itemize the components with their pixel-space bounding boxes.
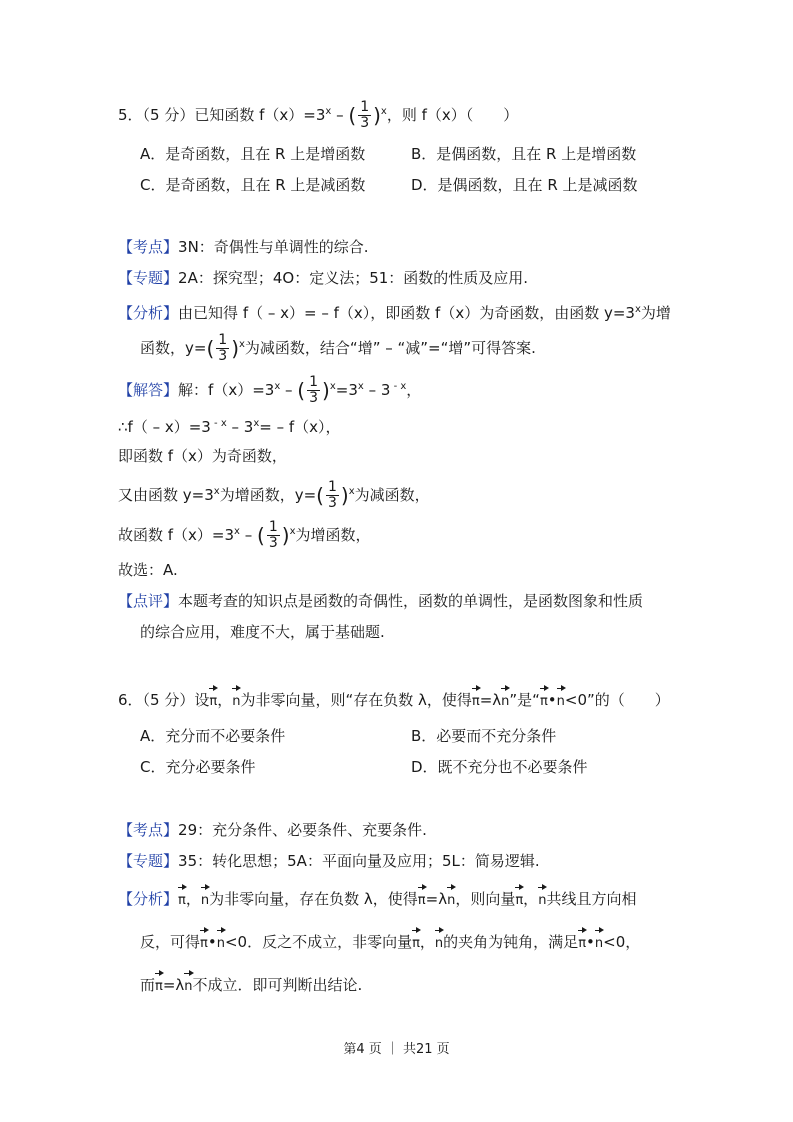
vector-n xyxy=(435,927,443,951)
fraction-one-third xyxy=(267,520,280,551)
minus-sign: – xyxy=(239,526,258,544)
paren: ) xyxy=(231,336,239,361)
q5-dianping-line1 xyxy=(118,591,643,611)
fenxi-text: ， xyxy=(419,933,435,951)
q6-stem xyxy=(118,685,670,710)
tag-bracket: 】 xyxy=(163,238,179,256)
kaodian-text: 3N：奇偶性与单调性的综合. xyxy=(178,238,369,256)
vector-m xyxy=(515,884,523,908)
q6-fenxi-line3 xyxy=(140,970,362,995)
numerator: 1 xyxy=(309,374,319,390)
tag-label: 解答 xyxy=(133,381,164,399)
jieda-text: 为减函数， xyxy=(354,486,430,504)
vector-n xyxy=(232,685,240,709)
q6-stem-text: ”是“ xyxy=(509,691,540,709)
vector-n xyxy=(184,970,192,994)
vector-n-letter: n xyxy=(594,936,604,951)
equals-lambda: =λ xyxy=(162,976,185,994)
tag-bracket: 【 xyxy=(118,890,134,908)
q5-stem-text: 5．（5 分）已知函数 f（x）=3 xyxy=(118,106,326,124)
vector-n-letter: n xyxy=(447,893,456,908)
zhuanti-text: 35：转化思想；5A：平面向量及应用；5L：简易逻辑. xyxy=(178,852,540,870)
q5-option-a: A．是奇函数，且在 R 上是增函数 xyxy=(140,145,366,163)
tag-bracket: 】 xyxy=(163,890,179,908)
jieda-text: =3 xyxy=(335,381,358,399)
dot-product: • xyxy=(586,933,595,951)
q5-kaodian xyxy=(118,237,369,257)
fraction-one-third xyxy=(358,100,371,131)
paren: ( xyxy=(206,336,215,361)
fenxi-text: 函数，y= xyxy=(140,339,207,357)
vector-m-letter: π xyxy=(578,936,587,951)
vector-n-letter: n xyxy=(501,694,510,709)
q5-stem-tail: ，则 f（x）（ ） xyxy=(386,106,519,124)
dot-product: • xyxy=(547,691,557,709)
fenxi-text: 为增 xyxy=(640,304,671,322)
page-footer: 第4 页 ｜ 共21 页 xyxy=(343,1042,450,1057)
q5-option-b: B．是偶函数，且在 R 上是增函数 xyxy=(411,145,637,163)
jieda-text: – 3 xyxy=(226,418,254,436)
tag-bracket: 【 xyxy=(118,381,134,399)
q6-option-b: B．必要而不充分条件 xyxy=(411,727,557,745)
exponent: - x xyxy=(210,418,227,429)
tag-bracket: 【 xyxy=(118,821,134,839)
fenxi-text: ， xyxy=(185,890,201,908)
numerator: 1 xyxy=(327,479,337,495)
fenxi-text: 的夹角为钝角，满足 xyxy=(443,933,579,951)
vector-m xyxy=(178,884,186,908)
q6-stem-tail: <0”的（ ） xyxy=(564,691,670,709)
exponent: x xyxy=(234,526,240,537)
q6-option-a: A．充分而不必要条件 xyxy=(140,727,286,745)
paren: ( xyxy=(257,523,265,548)
tag-label: 分析 xyxy=(133,304,164,322)
vector-m xyxy=(578,927,586,951)
vector-n xyxy=(201,884,209,908)
q5-jieda-answer: 故选：A. xyxy=(118,561,178,579)
q5-jieda-line1 xyxy=(118,375,421,406)
vector-m xyxy=(412,927,420,951)
vector-m xyxy=(418,884,426,908)
vector-n-letter: n xyxy=(556,694,565,709)
tag-bracket: 】 xyxy=(163,304,179,322)
fenxi-text: ，则向量 xyxy=(455,890,516,908)
exponent: x xyxy=(357,381,364,392)
paren: ( xyxy=(316,483,324,508)
vector-n xyxy=(557,685,565,709)
q6-stem-text: 6．（5 分）设 xyxy=(118,691,210,709)
minus-sign: – xyxy=(280,381,298,399)
exponent: x xyxy=(325,106,332,117)
jieda-text: ∴f（ – x）=3 xyxy=(118,418,211,436)
minus-sign: – xyxy=(331,106,349,124)
kaodian-text: 29：充分条件、必要条件、充要条件. xyxy=(178,821,427,839)
zhuanti-text: 2A：探究型；4O：定义法；51：函数的性质及应用. xyxy=(178,269,529,287)
fenxi-text: ， xyxy=(523,890,539,908)
paren: ( xyxy=(297,378,306,403)
q6-stem-text: 为非零向量，则“存在负数 λ，使得 xyxy=(240,691,472,709)
vector-n xyxy=(538,884,546,908)
vector-n-letter: n xyxy=(216,936,225,951)
jieda-text: 解：f（x）=3 xyxy=(178,381,275,399)
fenxi-text: <0， xyxy=(603,933,641,951)
vector-m-letter: π xyxy=(471,694,480,709)
vector-m-letter: π xyxy=(539,694,548,709)
q5-jieda-line4 xyxy=(118,480,430,511)
tag-bracket: 】 xyxy=(163,592,179,610)
vector-m-letter: π xyxy=(412,936,420,951)
q6-kaodian xyxy=(118,820,427,840)
denominator: 3 xyxy=(309,390,319,406)
exponent: x xyxy=(329,381,336,392)
tag-label: 专题 xyxy=(133,269,164,287)
q6-fenxi-line2 xyxy=(140,927,640,952)
paren: ( xyxy=(348,103,357,128)
q5-jieda-line2 xyxy=(118,414,341,437)
q6-fenxi-line1 xyxy=(118,884,636,909)
jieda-text: – 3 xyxy=(363,381,391,399)
jieda-text: 为增函数， xyxy=(295,526,371,544)
vector-m-letter: π xyxy=(515,893,524,908)
tag-bracket: 【 xyxy=(118,592,134,610)
tag-bracket: 】 xyxy=(163,381,179,399)
vector-n xyxy=(501,685,509,709)
q5-jieda-line5 xyxy=(118,520,371,551)
q5-zhuanti xyxy=(118,268,528,288)
vector-m xyxy=(209,685,217,709)
exponent: x xyxy=(239,339,245,350)
fraction-one-third xyxy=(307,375,320,406)
q5-stem xyxy=(118,100,518,131)
equals-lambda: =λ xyxy=(425,890,448,908)
vector-n xyxy=(217,927,225,951)
fenxi-text: 为非零向量，存在负数 λ，使得 xyxy=(209,890,418,908)
denominator: 3 xyxy=(218,348,228,364)
vector-m xyxy=(540,685,548,709)
paren: ) xyxy=(322,378,330,403)
tag-label: 专题 xyxy=(133,852,164,870)
vector-n-letter: n xyxy=(232,694,241,709)
vector-m xyxy=(155,970,163,994)
exponent: - x xyxy=(390,381,407,392)
jieda-text: 又由函数 y=3 xyxy=(118,486,214,504)
q5-jieda-line3: 即函数 f（x）为奇函数， xyxy=(118,447,287,465)
tag-bracket: 【 xyxy=(118,304,134,322)
vector-m xyxy=(200,927,208,951)
jieda-text: = – f（x）， xyxy=(259,418,341,436)
q6-option-d: D．既不充分也不必要条件 xyxy=(411,758,588,776)
vector-n xyxy=(595,927,603,951)
paren: ) xyxy=(340,483,349,508)
vector-n-letter: n xyxy=(538,893,547,908)
dianping-text: 本题考查的知识点是函数的奇偶性，函数的单调性，是函数图象和性质 xyxy=(178,592,644,610)
fenxi-text: 由已知得 f（ – x）= – f（x），即函数 f（x）为奇函数，由函数 y=3 xyxy=(178,304,635,322)
paren: ) xyxy=(373,103,381,128)
tag-bracket: 【 xyxy=(118,238,134,256)
q5-fenxi-line1 xyxy=(118,300,671,323)
vector-m-letter: π xyxy=(200,936,208,951)
fenxi-text: 不成立．即可判断出结论. xyxy=(192,976,363,994)
numerator: 1 xyxy=(360,99,370,115)
fenxi-text: 而 xyxy=(140,976,156,994)
exponent: x xyxy=(348,486,355,497)
fraction-one-third xyxy=(326,480,339,511)
vector-n-letter: n xyxy=(200,893,210,908)
exponent: x xyxy=(634,304,641,315)
jieda-text: ， xyxy=(406,381,422,399)
fenxi-text: 为减函数，结合“增” – “减”=“增”可得答案. xyxy=(244,339,536,357)
tag-bracket: 】 xyxy=(163,269,179,287)
vector-m xyxy=(472,685,480,709)
tag-label: 考点 xyxy=(133,238,164,256)
q5-dianping-line2: 的综合应用，难度不大，属于基础题. xyxy=(140,623,385,641)
exponent: x xyxy=(289,526,296,537)
tag-bracket: 】 xyxy=(163,821,179,839)
vector-n-letter: n xyxy=(184,979,193,994)
fenxi-text: 反，可得 xyxy=(140,933,201,951)
q5-option-c: C．是奇函数，且在 R 上是减函数 xyxy=(140,176,366,194)
vector-m-letter: π xyxy=(209,694,218,709)
fenxi-text: <0．反之不成立，非零向量 xyxy=(224,933,413,951)
vector-n xyxy=(447,884,455,908)
fenxi-text: 共线且方向相 xyxy=(546,890,637,908)
q6-option-c: C．充分必要条件 xyxy=(140,758,256,776)
tag-label: 分析 xyxy=(133,890,164,908)
tag-bracket: 【 xyxy=(118,269,134,287)
q6-zhuanti xyxy=(118,851,540,871)
denominator: 3 xyxy=(327,495,337,511)
vector-n-letter: n xyxy=(434,936,444,951)
tag-label: 考点 xyxy=(133,821,164,839)
exponent: x xyxy=(213,486,220,497)
vector-m-letter: π xyxy=(417,893,426,908)
denominator: 3 xyxy=(360,115,370,131)
denominator: 3 xyxy=(268,535,278,551)
jieda-text: 故函数 f（x）=3 xyxy=(118,526,235,544)
numerator: 1 xyxy=(268,519,278,535)
exponent: x xyxy=(380,106,387,117)
numerator: 1 xyxy=(218,332,228,348)
fraction-one-third xyxy=(216,333,229,364)
q6-stem-text: ， xyxy=(217,691,233,709)
exponent: x xyxy=(253,418,260,429)
tag-bracket: 【 xyxy=(118,852,134,870)
exponent: x xyxy=(274,381,281,392)
tag-label: 点评 xyxy=(133,592,164,610)
q5-fenxi-line2 xyxy=(140,333,536,364)
paren: ) xyxy=(281,523,290,548)
equals-lambda: =λ xyxy=(479,691,502,709)
vector-m-letter: π xyxy=(178,893,186,908)
tag-bracket: 】 xyxy=(163,852,179,870)
dot-product: • xyxy=(207,933,217,951)
jieda-text: 为增函数，y= xyxy=(219,486,317,504)
q5-option-d: D．是偶函数，且在 R 上是减函数 xyxy=(411,176,638,194)
vector-m-letter: π xyxy=(155,979,163,994)
